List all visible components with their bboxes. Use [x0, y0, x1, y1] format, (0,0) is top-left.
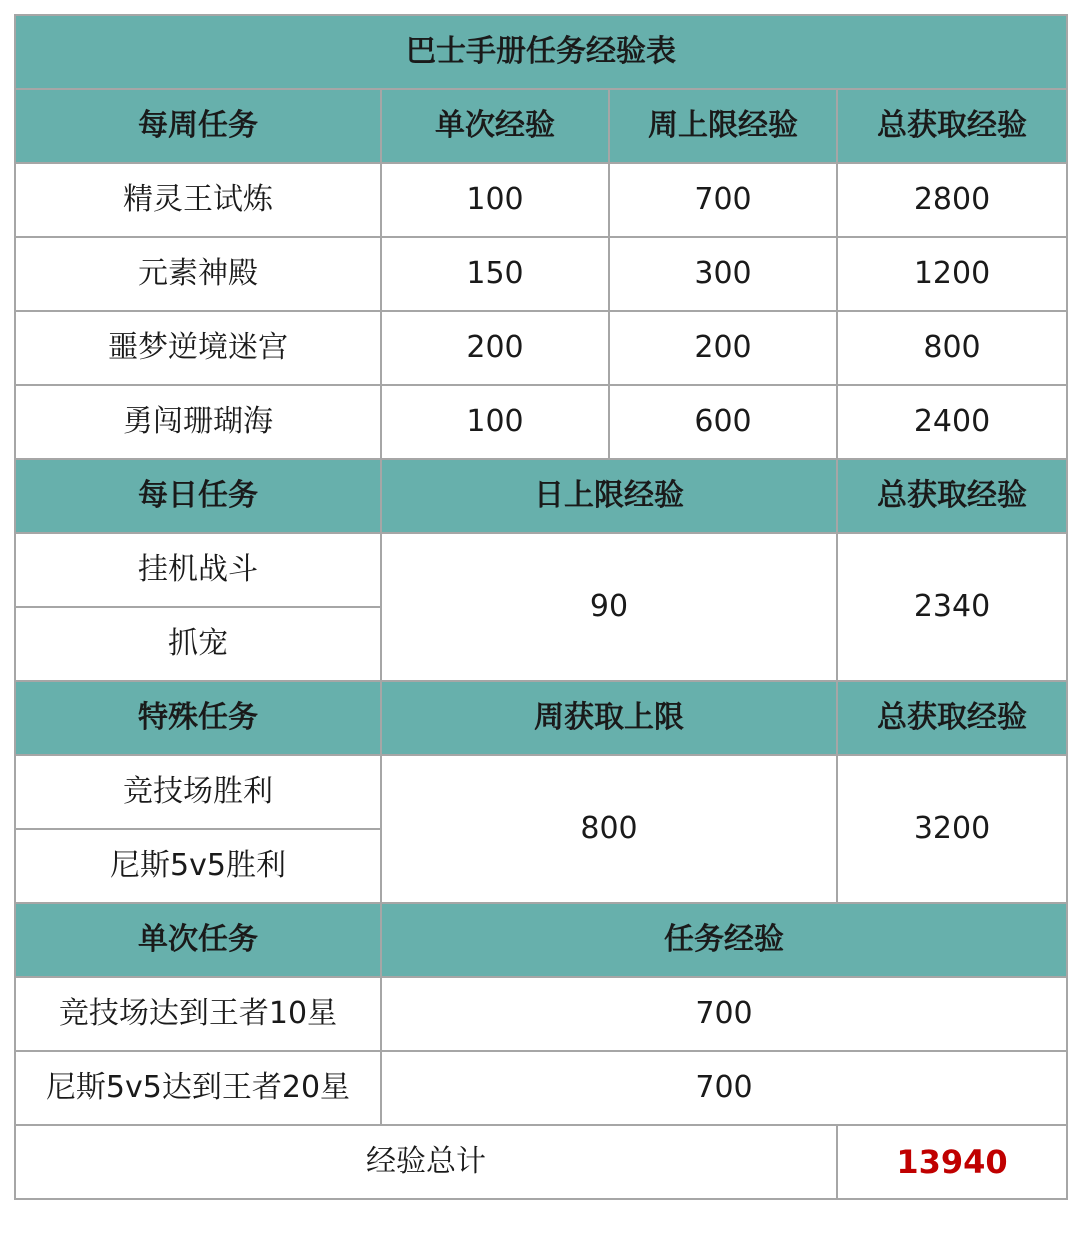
daily-task-name: 抓宠 [15, 607, 381, 681]
weekly-task-name: 元素神殿 [15, 237, 381, 311]
weekly-task-single: 150 [381, 237, 609, 311]
special-header-cap: 周获取上限 [381, 681, 837, 755]
special-task-name: 竞技场胜利 [15, 755, 381, 829]
daily-header-total: 总获取经验 [837, 459, 1067, 533]
weekly-header-task: 每周任务 [15, 89, 381, 163]
daily-header-task: 每日任务 [15, 459, 381, 533]
weekly-task-total: 2400 [837, 385, 1067, 459]
table-row [15, 237, 1067, 311]
table-row [15, 1051, 1067, 1125]
once-task-exp: 700 [381, 1051, 1067, 1125]
title-row [15, 15, 1067, 89]
once-task-name: 尼斯5v5达到王者20星 [15, 1051, 381, 1125]
weekly-task-total: 1200 [837, 237, 1067, 311]
daily-header-cap: 日上限经验 [381, 459, 837, 533]
special-total-value: 3200 [837, 755, 1067, 903]
weekly-header-total: 总获取经验 [837, 89, 1067, 163]
table-row [15, 311, 1067, 385]
weekly-task-single: 100 [381, 385, 609, 459]
once-header-row [15, 903, 1067, 977]
once-header-task: 单次任务 [15, 903, 381, 977]
weekly-task-cap: 300 [609, 237, 837, 311]
table-row [15, 533, 1067, 607]
weekly-task-single: 200 [381, 311, 609, 385]
weekly-task-name: 勇闯珊瑚海 [15, 385, 381, 459]
table-row [15, 163, 1067, 237]
weekly-task-cap: 700 [609, 163, 837, 237]
daily-task-name: 挂机战斗 [15, 533, 381, 607]
weekly-task-total: 2800 [837, 163, 1067, 237]
table-row [15, 755, 1067, 829]
weekly-task-name: 噩梦逆境迷宫 [15, 311, 381, 385]
weekly-header-row [15, 89, 1067, 163]
weekly-task-cap: 200 [609, 311, 837, 385]
once-header-exp: 任务经验 [381, 903, 1067, 977]
daily-cap-value: 90 [381, 533, 837, 681]
weekly-header-single: 单次经验 [381, 89, 609, 163]
special-header-row [15, 681, 1067, 755]
weekly-task-cap: 600 [609, 385, 837, 459]
table-title: 巴士手册任务经验表 [15, 15, 1067, 89]
table-row [15, 977, 1067, 1051]
once-task-name: 竞技场达到王者10星 [15, 977, 381, 1051]
experience-table [14, 14, 1068, 1200]
table-row [15, 385, 1067, 459]
summary-label: 经验总计 [15, 1125, 837, 1199]
summary-value: 13940 [837, 1125, 1067, 1199]
special-header-total: 总获取经验 [837, 681, 1067, 755]
once-task-exp: 700 [381, 977, 1067, 1051]
summary-row [15, 1125, 1067, 1199]
special-cap-value: 800 [381, 755, 837, 903]
daily-header-row [15, 459, 1067, 533]
special-task-name: 尼斯5v5胜利 [15, 829, 381, 903]
weekly-task-name: 精灵王试炼 [15, 163, 381, 237]
weekly-task-total: 800 [837, 311, 1067, 385]
weekly-header-cap: 周上限经验 [609, 89, 837, 163]
daily-total-value: 2340 [837, 533, 1067, 681]
weekly-task-single: 100 [381, 163, 609, 237]
special-header-task: 特殊任务 [15, 681, 381, 755]
